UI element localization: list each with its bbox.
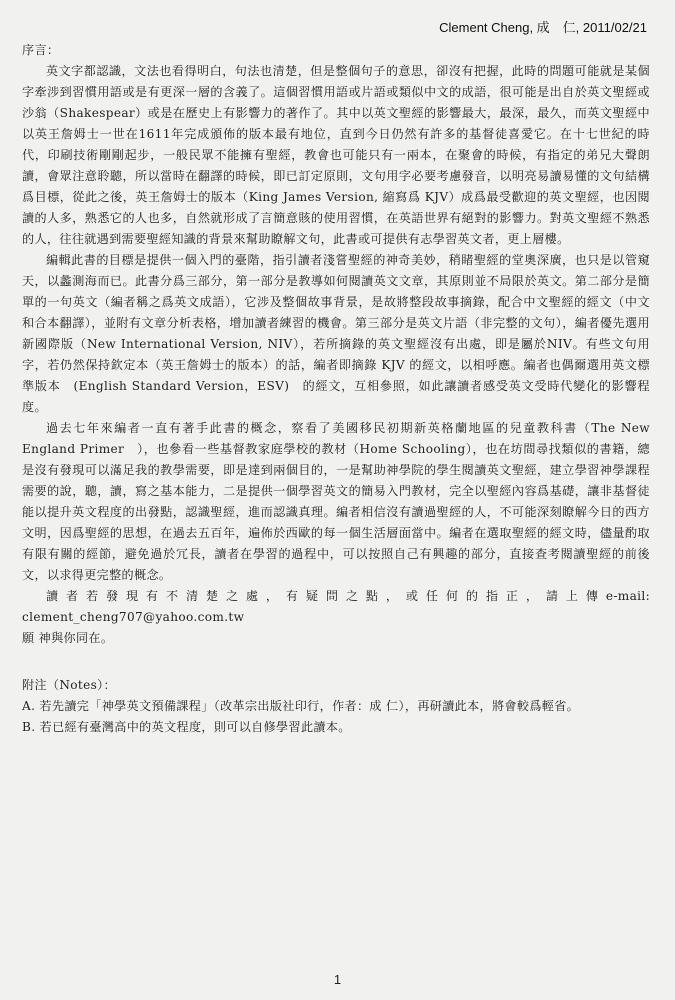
main-content — [22, 40, 650, 738]
preface-title: 序言： — [22, 43, 60, 57]
preface-paragraph: 英文字都認識，文法也看得明白，句法也清楚，但是整個句子的意思，卻沒有把握，此時的問題可能就是某個字牽涉到習慣用語或是有更深一層的含義了。這個習慣用語或片語或類似中文的成語，很可能是出自於英文聖經或沙翁（Shakespear）或是在歷史上有影響力的著作了。其中以英文聖經的影響最大，最深，最久，而英文聖經中以英王詹姆士一世在1611年完成頒佈的版本最有地位，直到今日仍然有許多的基督徒喜愛它。在十七世紀的時代，印刷技術剛剛起步，一般民眾不能擁有聖經，教會也可能只有一兩本，在聚會的時候，有指定的弟兄大聲朗讀，會眾注意聆聽，所以當時在翻譯的時候，即已訂定原則，文句用字必要考慮發音，以明亮易讀易懂的文句結構爲目標，從此之後，英王詹姆士的版本（King James Version, 縮寫爲 KJV）成爲最受歡迎的英文聖經，也因閱讀的人多，熟悉它的人也多，自然就形成了言簡意賅的使用習慣，在英語世界有絕對的影響力。對英文聖經不熟悉的人，往往就遇到需要聖經知識的背景來幫助瞭解文句，此書或可提供有志學習英文者，更上層樓。 — [22, 64, 650, 246]
author-date-line: Clement Cheng, 成 仁, 2011/02/21 — [439, 20, 647, 35]
blessing-line: 願 神與你同在。 — [22, 631, 114, 645]
page-number: 1 — [333, 972, 342, 987]
notes-section — [22, 675, 650, 738]
contact-paragraph: 讀者若發現有不清楚之處，有疑問之點，或任何的指正，請上傳e-mail: clement_cheng707@yahoo.com.tw — [22, 589, 650, 624]
note-item: A. 若先讀完「神學英文預備課程」（改革宗出版社印行，作者：成 仁），再研讀此本，將會較爲輕省。 — [22, 699, 580, 713]
notes-title: 附注（Notes）： — [22, 678, 117, 692]
note-item: B. 若已經有臺灣高中的英文程度，則可以自修學習此讀本。 — [22, 720, 351, 734]
preface-paragraph: 過去七年來編者一直有著手此書的概念，察看了美國移民初期新英格蘭地區的兒童教科書（The New England Primer ），也參看一些基督教家庭學校的教材（Home Schooling），也在坊間尋找類似的書籍，總是沒有發現可以滿足我的教學需要，即是達到兩個目的，一是幫助神學院的學生閱讀英文聖經，建立學習神學課程需要的說，聽，讀，寫之基本能力，二是提供一個學習英文的簡易入門教材，完全以聖經內容爲基礎，讓非基督徒能以提升英文程度的出發點，認識聖經，進而認識真理。編者相信沒有讀過聖經的人，不可能深刻瞭解今日的西方文明，因爲聖經的思想，在過去五百年，遍佈於西歐的每一個生活層面當中。編者在選取聖經的經文時，儘量酌取有限有關的經節，避免過於冗長，讀者在學習的過程中，可以按照自己有興趣的部分，直接查考閱讀聖經的前後文，以求得更完整的概念。 — [22, 421, 650, 582]
preface-paragraph: 編輯此書的目標是提供一個入門的臺階，指引讀者淺嘗聖經的神奇美妙，稍睹聖經的堂奧深廣，也只是以管窺天，以蠡測海而已。此書分爲三部分，第一部分是教導如何閱讀英文文章，其原則並不局限於英文。第二部分是簡單的一句英文（編者稱之爲英文成語），它涉及整個故事背景，是故將整段故事摘錄，配合中文聖經的經文（中文和合本翻譯），並附有文章分析表格，增加讀者練習的機會。第三部分是英文片語（非完整的文句），編者優先選用新國際版（New International Version, NIV），若所摘錄的英文聖經沒有出處，即是屬於NIV。有些文句用字，若仍然保持欽定本（英王詹姆士的版本）的話，編者即摘錄 KJV 的經文，以相呼應。編者也偶爾選用英文標準版本 (English Standard Version，ESV) 的經文，互相參照，如此讓讀者感受英文受時代變化的影響程度。 — [22, 253, 650, 414]
